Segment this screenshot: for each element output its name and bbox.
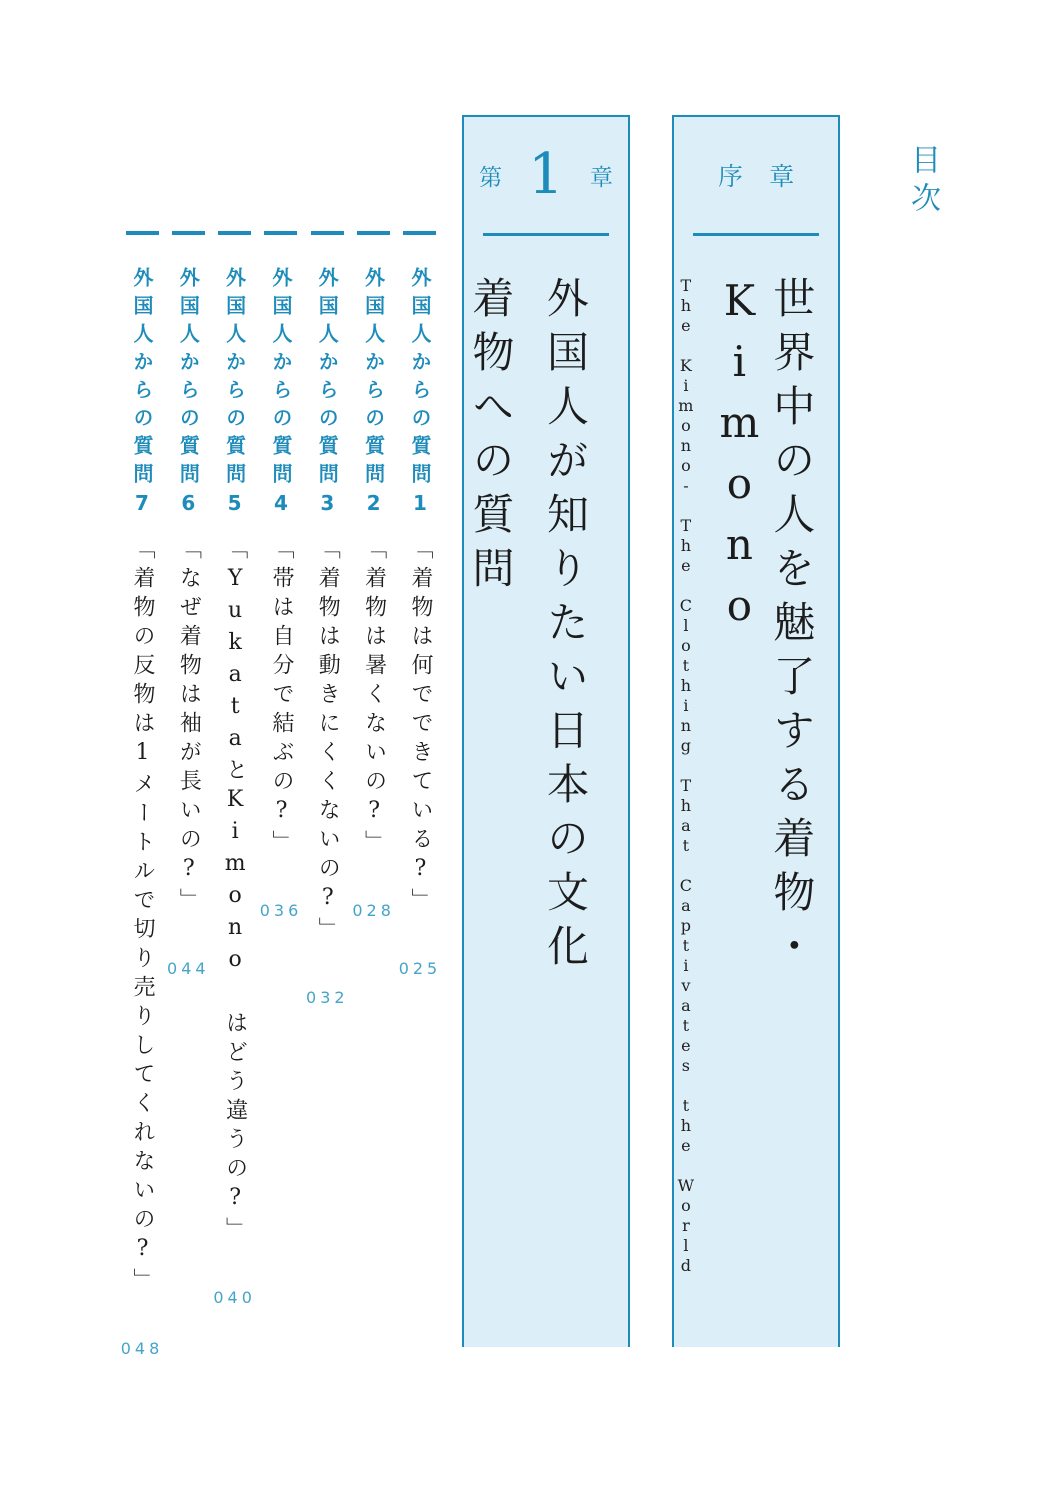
entry-4-page-number: 036	[259, 901, 303, 920]
entry-5-label: 外国人からの質問5	[222, 267, 247, 523]
chapter1-label-suffix: 章	[589, 164, 613, 191]
toc-entry-3	[304, 231, 350, 1437]
entry-5-page-number: 040	[213, 1288, 256, 1307]
entry-7-title: 「着物の反物は1メートルで切り売りしてくれないの?」	[129, 537, 155, 1297]
entry-1-text	[399, 267, 442, 1437]
entry-6-text	[167, 267, 210, 1437]
chapter1-band	[462, 115, 630, 1347]
entry-3-divider	[311, 231, 344, 235]
prologue-chapter-label: 序章	[717, 162, 821, 191]
entry-1-title: 「着物は何でできている?」	[407, 537, 433, 917]
toc-entry-7	[119, 231, 165, 1437]
prologue-title: 世界中の人を魅了する着物・Kimono	[714, 276, 817, 978]
chapter1-body	[464, 276, 615, 1326]
entry-4-divider	[264, 231, 297, 235]
entry-7-divider	[126, 231, 159, 235]
entry-3-title: 「着物は動きにくくないの?」	[315, 537, 341, 946]
entry-3-page-number: 032	[306, 988, 349, 1007]
entry-6-divider	[172, 231, 205, 235]
toc-entry-5	[212, 231, 258, 1437]
entry-1-divider	[403, 231, 436, 235]
entry-3-label: 外国人からの質問3	[315, 267, 340, 523]
prologue-divider	[693, 233, 819, 236]
entry-6-title: 「なぜ着物は袖が長いの?」	[176, 537, 202, 917]
toc-entry-6	[165, 231, 211, 1437]
chapter1-title: 外国人が知りたい日本の文化	[541, 276, 590, 978]
page-title: 目次	[905, 144, 940, 220]
entry-1-page-number: 025	[398, 959, 442, 978]
prologue-subtitle-en: The Kimono- The Clothing That Captivates the World	[676, 276, 696, 1276]
entry-2-page-number: 028	[352, 901, 395, 920]
chapter1-label-prefix: 第	[479, 164, 503, 191]
entry-6-page-number: 044	[167, 959, 210, 978]
chapter1-subtitle: 着物への質問	[466, 276, 516, 600]
entry-4-title: 「帯は自分で結ぶの?」	[268, 537, 294, 859]
entry-7-label: 外国人からの質問7	[129, 267, 154, 523]
entry-5-title: 「YukataとKimono はどう違うの?」	[222, 537, 248, 1246]
entry-1-label: 外国人からの質問1	[407, 267, 432, 523]
chapter1-divider	[483, 233, 609, 236]
entry-4-text	[260, 267, 303, 1437]
toc-entry-2	[351, 231, 397, 1437]
prologue-body	[674, 276, 841, 1326]
entry-4-label: 外国人からの質問4	[268, 267, 293, 523]
entry-2-text	[352, 267, 395, 1437]
entry-2-title: 「着物は暑くないの?」	[361, 537, 387, 859]
entry-2-divider	[357, 231, 390, 235]
toc-entry-4	[258, 231, 304, 1437]
entry-6-label: 外国人からの質問6	[176, 267, 201, 523]
chapter1-number: 1	[528, 142, 564, 207]
entry-7-page-number: 048	[120, 1339, 164, 1358]
entry-7-text	[121, 267, 164, 1437]
entry-3-text	[306, 267, 349, 1437]
toc-entries	[119, 231, 443, 1437]
entry-2-label: 外国人からの質問2	[361, 267, 386, 523]
entry-5-text	[213, 267, 256, 1437]
prologue-header	[674, 117, 838, 233]
prologue-band	[672, 115, 840, 1347]
chapter1-header	[464, 117, 628, 233]
toc-entry-1	[397, 231, 443, 1437]
entry-5-divider	[218, 231, 251, 235]
